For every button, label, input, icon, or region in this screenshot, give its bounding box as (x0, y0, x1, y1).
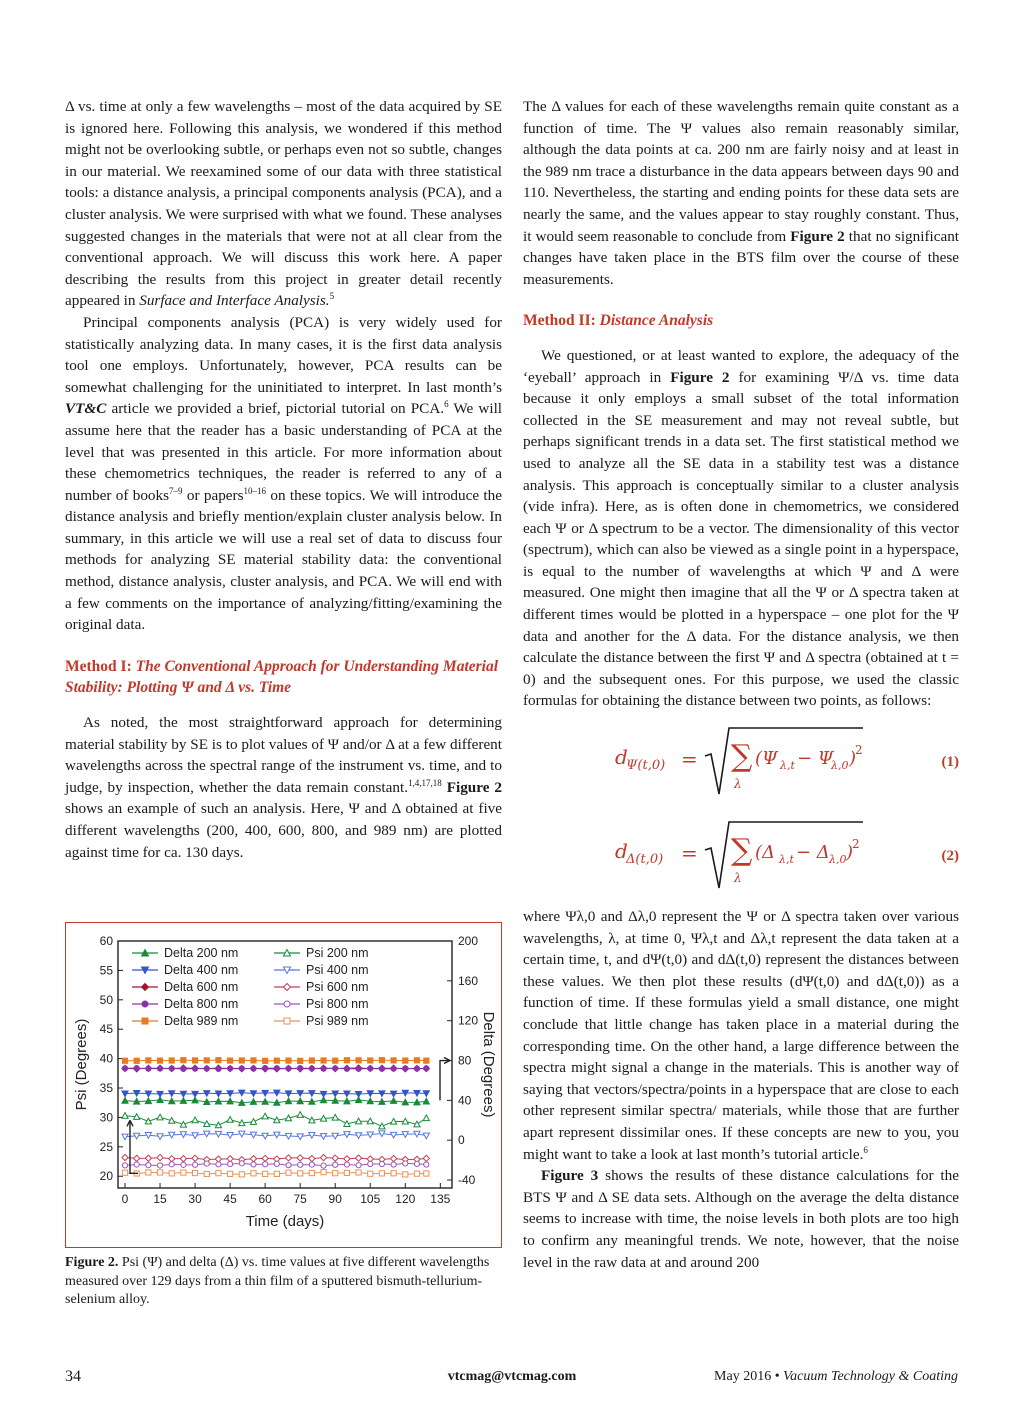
data-point (286, 1058, 291, 1063)
data-point (379, 1171, 384, 1176)
data-point (356, 1058, 361, 1063)
data-point (181, 1066, 186, 1071)
legend-label: Delta 989 nm (164, 1014, 239, 1028)
data-point (403, 1066, 408, 1071)
series-psi-400-nm (122, 1131, 430, 1140)
data-point (391, 1058, 396, 1063)
data-point (169, 1171, 174, 1176)
data-point (423, 1115, 429, 1121)
paragraph: Principal components analysis (PCA) is very widely used for statistically analyzing data. In many cases, it is the first data analysis tool one employs. Unfortunately, however, PCA results can be somewhat challenging for the uninitiated to interpret. In last month’s VT&C article we provided a brief, pictorial tutorial on PCA.$^6$ We will assume here that the reader has a basic understanding of PCA at the level that was presented in this article. For more information about these chemometrics techniques, the reader is referred to any of a number of books$^{7-9}$ or papers$^{10-16}$ on these topics. We will introduce the distance analysis and briefly mention/explain cluster analysis below. In summary, in this article we will use a real set of data to discuss four methods for analyzing SE material stability data: the conventional method, distance analysis, cluster analysis, and PCA. We will end with a few comments on the importance of analyzing/fitting/examining the original data. (65, 313, 503, 634)
data-point (309, 1162, 314, 1167)
equation-number: (2) (941, 848, 959, 865)
data-point (414, 1171, 419, 1176)
data-point (344, 1156, 350, 1162)
data-point (227, 1156, 233, 1162)
data-point (368, 1171, 373, 1176)
data-point (157, 1114, 163, 1120)
data-point (391, 1155, 397, 1161)
data-point (145, 1155, 151, 1161)
data-point (263, 1058, 268, 1063)
x-tick-label: 60 (258, 1192, 272, 1206)
series-delta-989-nm (122, 1058, 429, 1064)
series-delta-200-nm (122, 1097, 430, 1106)
data-point (344, 1162, 349, 1167)
legend-label: Psi 200 nm (306, 946, 369, 960)
y-tick-label: 40 (99, 1051, 113, 1066)
data-point (274, 1171, 279, 1176)
data-point (284, 984, 291, 991)
data-point (142, 984, 149, 991)
equation-1-formula (523, 724, 863, 804)
data-point (204, 1161, 209, 1166)
data-point (157, 1066, 162, 1071)
data-point (263, 1171, 268, 1176)
data-point (298, 1065, 303, 1070)
svg-text:Ψ(t,0): Ψ(t,0) (626, 758, 666, 774)
y-tick-label: 35 (99, 1081, 113, 1096)
y2-axis-label: Delta (Degrees) (480, 1011, 497, 1118)
data-point (216, 1171, 221, 1176)
data-point (181, 1162, 186, 1167)
data-point (379, 1058, 384, 1063)
y-tick-label: 45 (99, 1022, 113, 1037)
data-point (228, 1058, 233, 1063)
data-point (204, 1058, 209, 1063)
svg-text:λ: λ (734, 871, 742, 886)
data-point (332, 1155, 338, 1161)
svg-text:2: 2 (852, 837, 860, 852)
data-point (414, 1161, 419, 1166)
data-point (263, 1162, 268, 1167)
data-point (250, 1156, 256, 1162)
data-point (368, 1066, 373, 1071)
data-point (368, 1161, 373, 1166)
data-point (344, 1058, 349, 1063)
data-point (284, 1018, 290, 1024)
data-point (298, 1058, 303, 1063)
x-tick-label: 0 (121, 1192, 129, 1206)
data-point (297, 1155, 303, 1161)
data-point (169, 1156, 175, 1162)
y2-tick-label: -40 (458, 1173, 476, 1188)
data-point (122, 1163, 127, 1168)
footer-issue: May 2016 • Vacuum Technology & Coating (714, 1369, 958, 1384)
x-tick-label: 15 (153, 1192, 167, 1206)
svg-text:λ: λ (734, 777, 742, 792)
y-axis-label: Psi (Degrees) (73, 1018, 90, 1111)
svg-text:λ,t: λ,t (780, 759, 795, 773)
svg-text:λ,t: λ,t (779, 853, 794, 867)
data-point (157, 1154, 163, 1160)
y-tick-label: 30 (99, 1110, 113, 1125)
data-point (204, 1066, 209, 1071)
y2-tick-label: 40 (458, 1093, 472, 1108)
data-point (333, 1066, 338, 1071)
paragraph: We questioned, or at least wanted to explore, the adequacy of the ‘eyeball’ approach in Figure 2 for examining Ψ/Δ vs. time data because it only employs a small subset of the total information collected in the SE measurement and may not reveal subtle, but perhaps significant trends in a data set. The first statistical method we used to analyze all the SE data in a stability test was a distance analysis. This approach is conceptually similar to a cluster analysis (vide infra). Here, as is often done in chemometrics, we considered each Ψ or Δ spectrum to be a vector. The dimensionality of this vector (spectrum), which can also be viewed as a single point in a hyperspace, is equal to the number of wavelengths at which Ψ and Δ were measured. One might then imagine that all the Ψ or Δ spectra taken at different times would be plotted in a hyperspace – one plot for the Ψ data and another for the Δ data. For the distance analysis, we then calculate the distance between the first Ψ and Δ spectra (obtained at t = 0) and the subsequent ones. For this purpose, we used the classic formulas for obtaining the distance between two points, as follows: (523, 346, 960, 710)
page-number: 34 (65, 1368, 81, 1385)
series-delta-800-nm (122, 1065, 429, 1071)
y-tick-label: 60 (99, 934, 113, 948)
data-point (423, 1155, 429, 1161)
svg-text:− Ψ: − Ψ (797, 748, 834, 770)
series-psi-800-nm (122, 1161, 429, 1169)
y-tick-label: 25 (99, 1139, 113, 1154)
data-point (414, 1066, 419, 1071)
data-point (274, 1161, 279, 1166)
data-point (142, 1018, 148, 1024)
data-point (146, 1170, 151, 1175)
right-column (523, 96, 959, 1273)
svg-text:(Δ: (Δ (755, 842, 776, 864)
data-point (181, 1058, 186, 1063)
data-point (333, 1058, 338, 1063)
y2-tick-label: 160 (458, 973, 479, 988)
data-point (169, 1058, 174, 1063)
data-point (355, 1155, 361, 1161)
data-point (424, 1171, 429, 1176)
paragraph: where Ψλ,0 and Δλ,0 represent the Ψ or Δ spectra taken over various wavelengths, λ, at time 0, Ψλ,t and Δλ,t represent the data taken at a certain time, t, and dΨ(t,0) and dΔ(t,0) represent the distances between these values. We then plot these results (dΨ(t,0) and dΔ(t,0)) as a function of time. If these formulas yield a small distance, one might conclude that little change has taken place in a material during the corresponding time. On the other hand, a large difference between the spectra might signal a change in the materials. This is another way of saying that vectors/spectra/points in a hyperspace that are close to each other represent similar spectra/ materials, while those that are further apart represent dissimilar ones. If these concepts are new to you, you might want to take a look at last month’s tutorial article.$^6$ (523, 908, 959, 1163)
legend-label: Psi 989 nm (306, 1014, 369, 1028)
legend-label: Delta 200 nm (164, 946, 239, 960)
data-point (157, 1170, 162, 1175)
data-point (192, 1155, 198, 1161)
data-point (122, 1066, 127, 1071)
svg-text:− Δ: − Δ (796, 842, 830, 864)
data-point (262, 1113, 268, 1119)
legend-label: Delta 800 nm (164, 997, 239, 1011)
data-point (286, 1170, 291, 1175)
data-point (368, 1058, 373, 1063)
data-point (239, 1161, 244, 1166)
data-point (379, 1123, 385, 1129)
data-point (157, 1058, 162, 1063)
svg-text:d: d (615, 839, 628, 864)
equation-number: (1) (941, 754, 959, 771)
x-tick-label: 90 (328, 1192, 342, 1206)
data-point (181, 1170, 186, 1175)
x-tick-label: 45 (223, 1192, 237, 1206)
data-point (298, 1171, 303, 1176)
data-point (134, 1066, 139, 1071)
data-point (192, 1058, 197, 1063)
data-point (134, 1155, 140, 1161)
svg-text:∑: ∑ (731, 833, 753, 869)
data-point (309, 1170, 314, 1175)
svg-text:λ,0: λ,0 (831, 759, 849, 773)
data-point (391, 1162, 396, 1167)
data-point (414, 1058, 419, 1063)
data-point (251, 1162, 256, 1167)
data-point (228, 1066, 233, 1071)
data-point (286, 1163, 291, 1168)
data-point (391, 1171, 396, 1176)
data-point (239, 1172, 244, 1177)
y2-tick-label: 200 (458, 934, 479, 948)
data-point (251, 1058, 256, 1063)
equation-2 (523, 818, 959, 894)
x-tick-label: 135 (430, 1192, 451, 1206)
data-point (321, 1066, 326, 1071)
x-tick-label: 75 (293, 1192, 307, 1206)
psi-delta-chart (66, 923, 500, 1246)
data-point (286, 1066, 291, 1071)
delta-bracket (440, 1061, 450, 1101)
legend-label: Psi 600 nm (306, 980, 369, 994)
y2-tick-label: 120 (458, 1013, 479, 1028)
data-point (297, 1112, 303, 1118)
svg-text:=: = (681, 747, 698, 772)
data-point (216, 1058, 221, 1063)
data-point (403, 1172, 408, 1177)
svg-text:λ,0: λ,0 (829, 853, 847, 867)
legend-label: Psi 400 nm (306, 963, 369, 977)
data-point (424, 1058, 429, 1063)
data-point (180, 1156, 186, 1162)
svg-text:∑: ∑ (731, 739, 753, 775)
data-point (321, 1058, 326, 1063)
paragraph: The Δ values for each of these wavelengths remain quite constant as a function of time. The Ψ values also remain reasonably similar, although the data points at ca. 200 nm are fairly noisy and at least in the 989 nm trace a disturbance in the data appears between days 90 and 110. Nevertheless, the starting and ending points for these data sets are nearly the same, and the values appear to stay roughly constant. Thus, it would seem reasonable to conclude from Figure 2 that no significant changes have taken place in the BTS film over the course of these measurements. (523, 98, 960, 288)
series-delta-400-nm (122, 1090, 430, 1097)
data-point (391, 1066, 396, 1071)
series-psi-989-nm (122, 1170, 429, 1177)
y-tick-label: 20 (99, 1169, 113, 1184)
section-heading: Method II: Distance Analysis (523, 312, 714, 330)
data-point (134, 1162, 139, 1167)
data-point (285, 1155, 291, 1161)
data-point (122, 1058, 127, 1063)
paragraph: As noted, the most straightforward approach for determining material stability by SE is to plot values of Ψ and/or Δ at a few different wavelengths across the spectral range of the instrument vs. time, and to judge, by inspection, whether the data remain constant.$^{1,4,17,18}$ Figure 2 shows an example of such an analysis. Here, Ψ and Δ obtained at five different wavelengths (200, 400, 600, 800, and 989 nm) are plotted against time for ca. 130 days. (65, 714, 503, 861)
left-column (65, 96, 502, 863)
y2-tick-label: 0 (458, 1133, 465, 1148)
data-point (228, 1162, 233, 1167)
data-point (309, 1066, 314, 1071)
data-point (216, 1162, 221, 1167)
svg-text:): ) (849, 748, 857, 770)
equation-1 (523, 724, 959, 800)
x-tick-label: 120 (395, 1192, 416, 1206)
data-point (424, 1162, 429, 1167)
legend (132, 946, 369, 1028)
y2-tick-label: 80 (458, 1053, 472, 1068)
data-point (309, 1058, 314, 1063)
data-point (356, 1170, 361, 1175)
svg-text:d: d (615, 745, 628, 770)
legend-label: Psi 800 nm (306, 997, 369, 1011)
data-point (321, 1163, 326, 1168)
equation-2-formula (523, 818, 863, 898)
legend-label: Delta 600 nm (164, 980, 239, 994)
data-point (204, 1171, 209, 1176)
data-point (192, 1170, 197, 1175)
data-point (423, 1133, 429, 1139)
data-point (192, 1117, 198, 1123)
data-point (192, 1066, 197, 1071)
data-point (146, 1066, 151, 1071)
data-point (263, 1065, 268, 1070)
data-point (424, 1066, 429, 1071)
svg-text:(Ψ: (Ψ (755, 748, 778, 770)
data-point (274, 1058, 279, 1063)
data-point (333, 1162, 338, 1167)
series-psi-200-nm (122, 1112, 430, 1129)
data-point (298, 1162, 303, 1167)
plot-frame (118, 941, 452, 1188)
data-point (379, 1066, 384, 1071)
section-heading: Method I: The Conventional Approach for Understanding Material Stability: Plotting Ψ and Δ vs. Time (65, 657, 499, 697)
data-point (216, 1066, 221, 1071)
svg-text:2: 2 (855, 743, 863, 758)
y-tick-label: 50 (99, 992, 113, 1007)
data-point (228, 1171, 233, 1176)
data-point (251, 1066, 256, 1071)
data-point (227, 1117, 233, 1123)
data-point (379, 1161, 384, 1166)
paragraph: Δ vs. time at only a few wavelengths – most of the data acquired by SE is ignored here. Following this analysis, we wondered if this method might not be overlooking subtle, or perhaps even not so subtle, changes in our material. We reexamined some of our data with three statistical tools: a distance analysis, a principal components analysis (PCA), and a cluster analysis. We were surprised with what we found. These analyses suggested changes in the materials that were not at all clear from the conventional approach. We will discuss this work here. A paper describing the results from this project in greater detail recently appeared in Surface and Interface Analysis.$^5$ (65, 98, 502, 310)
data-point (274, 1066, 279, 1071)
data-point (284, 1001, 290, 1007)
data-point (239, 1058, 244, 1063)
data-point (169, 1162, 174, 1167)
svg-text:): ) (846, 842, 854, 864)
figure-2 (65, 922, 502, 1248)
data-point (344, 1170, 349, 1175)
data-point (192, 1162, 197, 1167)
y-tick-label: 55 (99, 963, 113, 978)
data-point (356, 1066, 361, 1071)
data-point (251, 1171, 256, 1176)
data-point (239, 1066, 244, 1071)
data-point (309, 1155, 315, 1161)
x-axis-label: Time (days) (245, 1213, 325, 1230)
x-tick-label: 30 (188, 1192, 202, 1206)
paragraph: Figure 3 shows the results of these distance calculations for the BTS Ψ and Δ SE data sets. Although on the average the delta distance seems to increase with time, the noise levels in both plots are too high to confirm any meaningful trends. We note, however, that the noise level in the raw data at and around 200 (523, 1167, 959, 1271)
data-point (157, 1163, 162, 1168)
legend-label: Delta 400 nm (164, 963, 239, 977)
data-point (344, 1066, 349, 1071)
data-point (146, 1058, 151, 1063)
svg-text:=: = (681, 841, 698, 866)
data-point (356, 1163, 361, 1168)
data-point (321, 1170, 326, 1175)
data-point (333, 1171, 338, 1176)
data-point (403, 1161, 408, 1166)
svg-text:Δ(t,0): Δ(t,0) (626, 852, 664, 868)
data-point (134, 1058, 139, 1063)
footer-email: vtcmag@vtcmag.com (447, 1369, 577, 1384)
data-point (262, 1155, 268, 1161)
data-point (142, 1001, 148, 1007)
data-point (122, 1154, 128, 1160)
data-point (403, 1058, 408, 1063)
data-point (122, 1170, 127, 1175)
data-point (320, 1154, 326, 1160)
data-point (146, 1162, 151, 1167)
data-point (169, 1066, 174, 1071)
x-tick-label: 105 (360, 1192, 381, 1206)
figure-caption: Figure 2. Psi (Ψ) and delta (Δ) vs. time values at five different wavelengths measured over 129 days from a thin film of a sputtered bismuth-tellurium-selenium alloy. (65, 1255, 490, 1308)
